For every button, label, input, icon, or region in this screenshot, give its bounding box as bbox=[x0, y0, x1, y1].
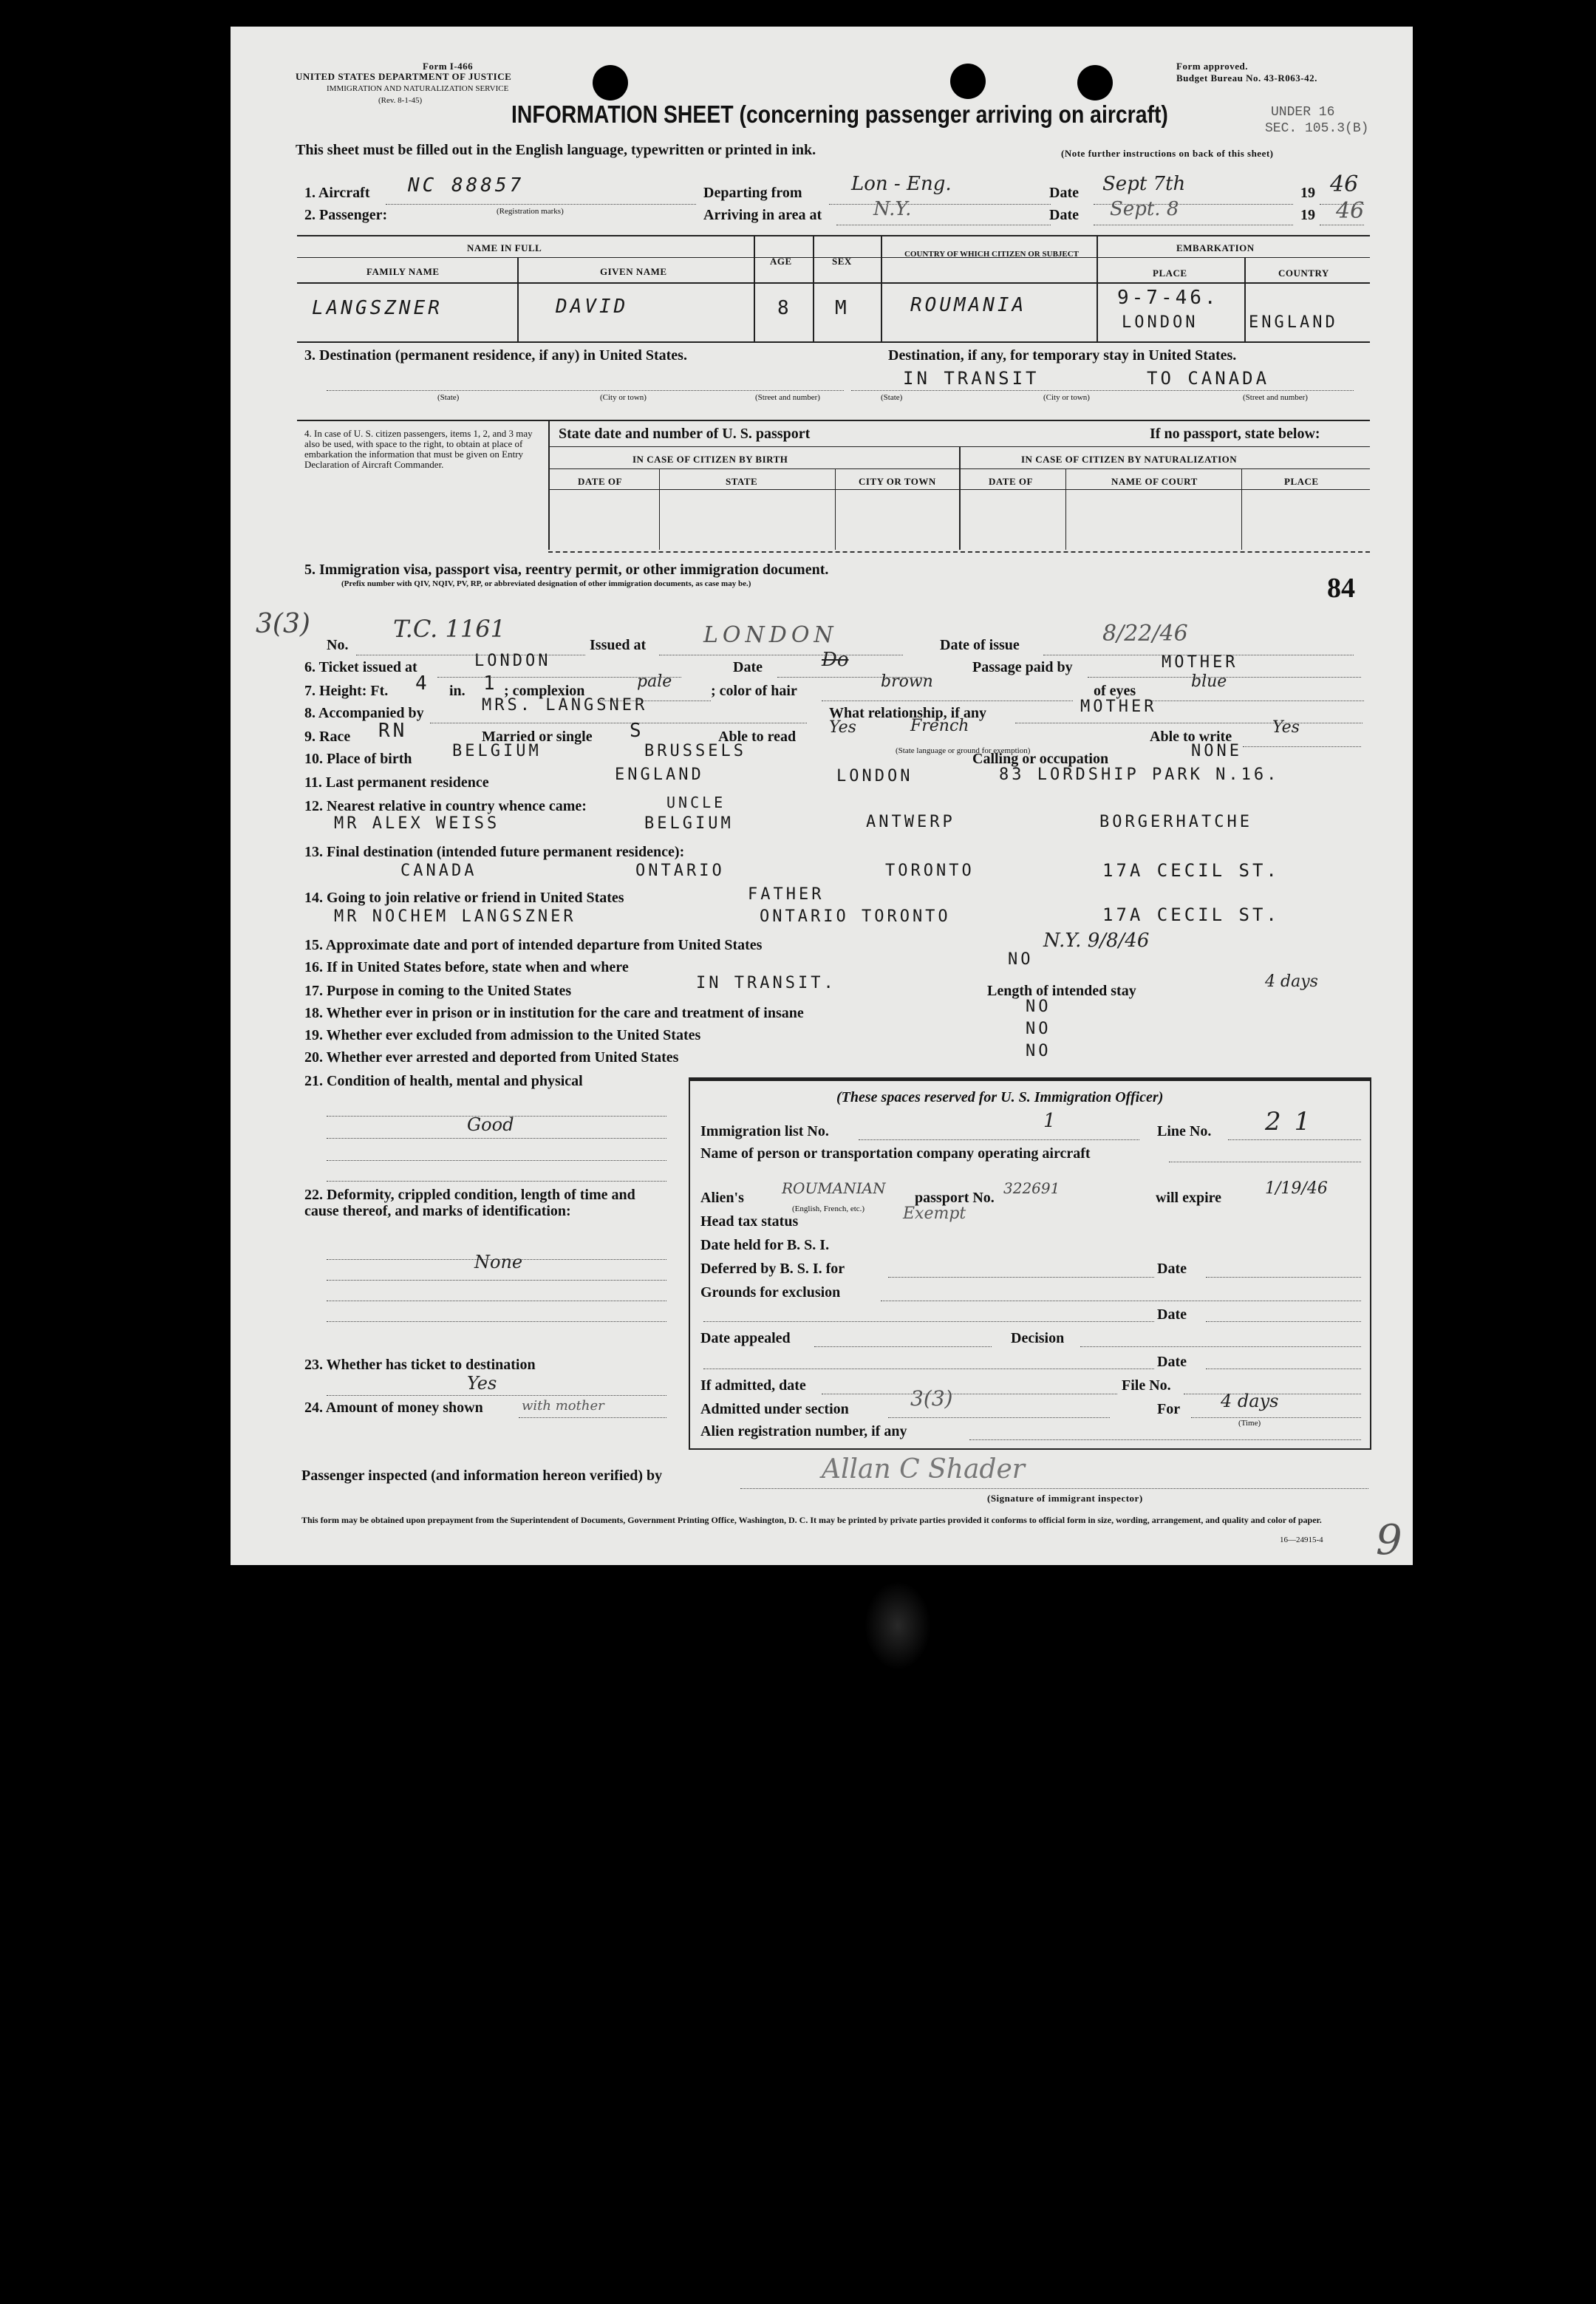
able-to-read-label: Able to read bbox=[718, 729, 797, 745]
service-name: IMMIGRATION AND NATURALIZATION SERVICE bbox=[327, 84, 509, 93]
temporary-destination-value-2: TO CANADA bbox=[1147, 368, 1270, 389]
given-name-value: DAVID bbox=[556, 296, 629, 318]
state-caption: (State) bbox=[881, 393, 903, 402]
hair-color-label: ; color of hair bbox=[711, 683, 797, 699]
nearest-relative-label: 12. Nearest relative in country whence came: bbox=[304, 798, 587, 814]
departure-date: Sept 7th bbox=[1102, 173, 1186, 195]
year-prefix: 19 bbox=[1300, 207, 1315, 223]
place-of-birth-label: 10. Place of birth bbox=[304, 751, 412, 767]
race-label: 9. Race bbox=[304, 729, 351, 745]
departing-value: Lon - Eng. bbox=[851, 173, 952, 195]
section-stamp: SEC. 105.3(B) bbox=[1265, 121, 1369, 136]
admitted-section-value: 3(3) bbox=[910, 1386, 953, 1411]
health-label: 21. Condition of health, mental and physical bbox=[304, 1073, 583, 1089]
revision-date: (Rev. 8-1-45) bbox=[378, 96, 423, 105]
file-number-label: File No. bbox=[1122, 1377, 1171, 1394]
height-inches-value: 1 bbox=[483, 672, 498, 695]
inspected-by-label: Passenger inspected (and information hereon verified) by bbox=[301, 1468, 663, 1484]
margin-note: 3(3) bbox=[256, 609, 310, 639]
passport-number-value: 322691 bbox=[1003, 1179, 1060, 1197]
street-caption: (Street and number) bbox=[1243, 393, 1308, 402]
line-number-label: Line No. bbox=[1157, 1123, 1212, 1139]
final-destination-state: ONTARIO bbox=[635, 862, 725, 880]
city-caption: (City or town) bbox=[1043, 393, 1090, 402]
last-residence-country: ENGLAND bbox=[615, 766, 704, 784]
sex-value: M bbox=[835, 297, 850, 319]
country2-header: COUNTRY bbox=[1278, 267, 1329, 279]
city-caption: (City or town) bbox=[600, 393, 647, 402]
able-to-write-label: Able to write bbox=[1150, 729, 1232, 745]
race-value: RN bbox=[378, 720, 408, 742]
decision-label: Decision bbox=[1011, 1330, 1065, 1346]
ticket-destination-label: 23. Whether has ticket to destination bbox=[304, 1357, 536, 1373]
birth-date-header: DATE OF bbox=[578, 476, 622, 487]
departure-year: 46 bbox=[1330, 171, 1359, 197]
deported-value: NO bbox=[1026, 1042, 1051, 1060]
departure-intent-label: 15. Approximate date and port of intended departure from United States bbox=[304, 937, 763, 953]
naturalization-date-header: DATE OF bbox=[989, 476, 1033, 487]
court-name-header: NAME OF COURT bbox=[1111, 476, 1198, 487]
date-label: Date bbox=[1049, 207, 1079, 223]
punch-hole bbox=[593, 65, 628, 100]
officer-box-title: (These spaces reserved for U. S. Immigration Officer) bbox=[836, 1089, 1164, 1105]
passage-paid-value: MOTHER bbox=[1162, 653, 1238, 672]
corner-mark: 9 bbox=[1376, 1516, 1402, 1564]
money-shown-value: with mother bbox=[522, 1398, 604, 1414]
citizenship-value: ROUMANIA bbox=[910, 294, 1027, 316]
place-header: PLACE bbox=[1153, 267, 1187, 279]
accompanied-by-label: 8. Accompanied by bbox=[304, 705, 424, 721]
passport-date-label: State date and number of U. S. passport bbox=[559, 426, 811, 442]
form-title: INFORMATION SHEET (concerning passenger arriving on aircraft) bbox=[511, 100, 1168, 128]
alien-label: Alien's bbox=[700, 1190, 744, 1206]
calling-value: NONE bbox=[1191, 742, 1242, 760]
arriving-label: Arriving in area at bbox=[703, 207, 822, 223]
length-of-stay-label: Length of intended stay bbox=[987, 983, 1136, 999]
no-passport-label: If no passport, state below: bbox=[1150, 426, 1320, 442]
ticket-date-label: Date bbox=[733, 659, 763, 675]
punch-hole bbox=[1077, 65, 1113, 100]
family-name-value: LANGSZNER bbox=[312, 297, 443, 319]
issued-at-value: LONDON bbox=[703, 622, 838, 648]
admitted-section-label: Admitted under section bbox=[700, 1401, 849, 1417]
final-destination-country: CANADA bbox=[400, 862, 477, 880]
excluded-value: NO bbox=[1026, 1020, 1051, 1038]
destination-label: 3. Destination (permanent residence, if any) in United States. bbox=[304, 347, 687, 364]
line-number-value: 21 bbox=[1265, 1107, 1324, 1136]
nearest-relative-city: ANTWERP bbox=[866, 813, 955, 831]
visa-number-value: T.C. 1161 bbox=[393, 615, 505, 643]
going-to-join-label: 14. Going to join relative or friend in United States bbox=[304, 890, 624, 906]
temporary-destination-label: Destination, if any, for temporary stay in United States. bbox=[888, 347, 1237, 364]
sex-header: SEX bbox=[832, 256, 852, 267]
date-of-issue-value: 8/22/46 bbox=[1102, 621, 1188, 647]
purpose-label: 17. Purpose in coming to the United States bbox=[304, 983, 572, 999]
for-value: 4 days bbox=[1221, 1391, 1279, 1411]
fine-print: This form may be obtained upon prepayment from the Superintendent of Documents, Government Printing Office, Washington, D. C. It may be printed by private parties provided it conforms to official form in size, wording, arrangement, and quality and color of paper. bbox=[301, 1515, 1322, 1525]
married-value: S bbox=[630, 720, 644, 742]
prison-label: 18. Whether ever in prison or in institution for the care and treatment of insane bbox=[304, 1005, 804, 1021]
decision-date-label: Date bbox=[1157, 1354, 1187, 1370]
calling-label: Calling or occupation bbox=[972, 751, 1109, 767]
prison-value: NO bbox=[1026, 998, 1051, 1016]
page-number: 84 bbox=[1327, 573, 1355, 604]
embarkation-country-value: ENGLAND bbox=[1249, 313, 1338, 332]
deferred-label: Deferred by B. S. I. for bbox=[700, 1261, 845, 1277]
purpose-value: IN TRANSIT. bbox=[696, 974, 836, 992]
final-destination-city: TORONTO bbox=[885, 862, 975, 880]
embarkation-place-value: LONDON bbox=[1122, 313, 1198, 332]
aircraft-value: NC 88857 bbox=[408, 174, 525, 197]
expire-label: will expire bbox=[1156, 1190, 1222, 1206]
information-sheet-form bbox=[231, 27, 1413, 1565]
nearest-relative-name: MR ALEX WEISS bbox=[334, 814, 500, 833]
issued-at-label: Issued at bbox=[590, 637, 647, 653]
ticket-destination-value: Yes bbox=[467, 1373, 497, 1394]
previous-visit-value: NO bbox=[1008, 950, 1034, 969]
birth-city-header: CITY OR TOWN bbox=[859, 476, 936, 487]
last-residence-city: LONDON bbox=[836, 767, 913, 785]
back-note: (Note further instructions on back of this sheet) bbox=[1061, 148, 1274, 159]
age-header: AGE bbox=[770, 256, 792, 267]
age-value: 8 bbox=[777, 297, 792, 319]
inches-label: in. bbox=[449, 683, 466, 699]
final-destination-street: 17A CECIL ST. bbox=[1102, 860, 1280, 881]
scan-light-glare bbox=[864, 1581, 931, 1670]
birth-country-value: BELGIUM bbox=[452, 742, 542, 760]
relationship-label: What relationship, if any bbox=[829, 705, 986, 721]
complexion-value: pale bbox=[637, 672, 672, 691]
length-of-stay-value: 4 days bbox=[1265, 972, 1318, 991]
going-to-join-name: MR NOCHEM LANGSZNER bbox=[334, 907, 576, 926]
admitted-date-label: If admitted, date bbox=[700, 1377, 806, 1394]
nearest-relative-relationship: UNCLE bbox=[666, 794, 726, 811]
head-tax-value: Exempt bbox=[903, 1204, 966, 1223]
language-caption: (State language or ground for exemption) bbox=[896, 746, 1031, 755]
immigration-list-label: Immigration list No. bbox=[700, 1123, 829, 1139]
country-header: COUNTRY OF WHICH CITIZEN OR SUBJECT bbox=[904, 250, 1080, 259]
able-to-write-value: Yes bbox=[1272, 718, 1300, 737]
departure-intent-value: N.Y. 9/8/46 bbox=[1043, 930, 1150, 952]
language-instruction: This sheet must be filled out in the English language, typewritten or printed in ink. bbox=[296, 142, 816, 158]
head-tax-label: Head tax status bbox=[700, 1213, 799, 1230]
departing-label: Departing from bbox=[703, 185, 802, 201]
arrival-date: Sept. 8 bbox=[1110, 198, 1179, 220]
visa-sub-caption: (Prefix number with QIV, NQIV, PV, RP, or abbreviated designation of other immigration documents, as case may be.) bbox=[341, 579, 751, 588]
last-residence-label: 11. Last permanent residence bbox=[304, 774, 489, 791]
family-name-header: FAMILY NAME bbox=[366, 266, 440, 277]
going-to-join-address: ONTARIO TORONTO bbox=[760, 907, 951, 926]
relationship-value: MOTHER bbox=[1080, 698, 1157, 716]
citizen-passenger-note: 4. In case of U. S. citizen passengers, items 1, 2, and 3 may also be used, with space to the right, to obtain at place of embarkation the information that must be given on Entry Declaration of Aircraft Commander. bbox=[304, 428, 533, 470]
visa-number-label: No. bbox=[327, 637, 349, 653]
height-label: 7. Height: Ft. bbox=[304, 683, 389, 699]
alien-language-caption: (English, French, etc.) bbox=[792, 1204, 865, 1213]
health-value: Good bbox=[467, 1114, 514, 1135]
embarkation-header: EMBARKATION bbox=[1176, 242, 1255, 253]
visa-label: 5. Immigration visa, passport visa, reentry permit, or other immigration document. bbox=[304, 562, 829, 578]
punch-hole bbox=[950, 64, 986, 99]
form-code: 16—24915-4 bbox=[1280, 1536, 1323, 1544]
able-to-read-value: Yes bbox=[829, 718, 856, 737]
date-appealed-label: Date appealed bbox=[700, 1330, 791, 1346]
deformity-label: 22. Deformity, crippled condition, length of time and cause thereof, and marks of identification: bbox=[304, 1187, 635, 1219]
for-label: For bbox=[1157, 1401, 1181, 1417]
nearest-relative-country: BELGIUM bbox=[644, 814, 734, 833]
deformity-value: None bbox=[474, 1252, 523, 1272]
previous-visit-label: 16. If in United States before, state when and where bbox=[304, 959, 629, 975]
registration-marks-caption: (Registration marks) bbox=[497, 207, 564, 216]
ticket-issued-value: LONDON bbox=[474, 652, 551, 670]
passage-paid-label: Passage paid by bbox=[972, 659, 1073, 675]
department-name: UNITED STATES DEPARTMENT OF JUSTICE bbox=[296, 71, 512, 82]
alien-registration-label: Alien registration number, if any bbox=[700, 1423, 907, 1439]
temporary-destination-value-1: IN TRANSIT bbox=[903, 368, 1040, 389]
deferred-date-label: Date bbox=[1157, 1261, 1187, 1277]
last-residence-street: 83 LORDSHIP PARK N.16. bbox=[999, 766, 1280, 784]
arriving-value: N.Y. bbox=[873, 198, 912, 220]
birth-state-header: STATE bbox=[726, 476, 758, 487]
date-of-issue-label: Date of issue bbox=[940, 637, 1020, 653]
budget-number: Budget Bureau No. 43-R063-42. bbox=[1176, 72, 1317, 83]
embarkation-date-value: 9-7-46. bbox=[1117, 287, 1219, 309]
passport-number-label: passport No. bbox=[915, 1190, 995, 1206]
height-feet-value: 4 bbox=[415, 672, 430, 695]
married-label: Married or single bbox=[482, 729, 593, 745]
passenger-label: 2. Passenger: bbox=[304, 207, 388, 223]
form-approved: Form approved. bbox=[1176, 61, 1249, 72]
final-destination-label: 13. Final destination (intended future permanent residence): bbox=[304, 844, 685, 860]
immigration-list-value: 1 bbox=[1043, 1110, 1056, 1132]
signature-caption: (Signature of immigrant inspector) bbox=[987, 1493, 1143, 1504]
ticket-date-value: Do bbox=[822, 649, 849, 671]
under-16-stamp: UNDER 16 bbox=[1271, 105, 1335, 120]
street-caption: (Street and number) bbox=[755, 393, 820, 402]
arrival-year: 46 bbox=[1336, 198, 1365, 224]
hair-color-value: brown bbox=[881, 672, 933, 691]
date-label: Date bbox=[1049, 185, 1079, 201]
naturalization-place-header: PLACE bbox=[1284, 476, 1319, 487]
money-shown-label: 24. Amount of money shown bbox=[304, 1400, 483, 1416]
alien-nationality-value: ROUMANIAN bbox=[782, 1179, 886, 1197]
inspector-signature: Allan C Shader bbox=[822, 1454, 1025, 1485]
eyes-label: of eyes bbox=[1094, 683, 1136, 699]
company-label: Name of person or transportation company operating aircraft bbox=[700, 1145, 1091, 1162]
date-held-label: Date held for B. S. I. bbox=[700, 1237, 830, 1253]
complexion-label: ; complexion bbox=[504, 683, 585, 699]
year-prefix: 19 bbox=[1300, 185, 1315, 201]
accompanied-by-value: MRS. LANGSNER bbox=[482, 696, 648, 715]
form-number: Form I-466 bbox=[423, 61, 474, 72]
going-to-join-street: 17A CECIL ST. bbox=[1102, 904, 1280, 925]
expire-value: 1/19/46 bbox=[1265, 1179, 1328, 1198]
grounds-label: Grounds for exclusion bbox=[700, 1284, 841, 1301]
going-to-join-relationship: FATHER bbox=[748, 885, 825, 904]
birth-city-value: BRUSSELS bbox=[644, 742, 746, 760]
citizen-by-birth-header: IN CASE OF CITIZEN BY BIRTH bbox=[632, 454, 788, 465]
aircraft-label: 1. Aircraft bbox=[304, 185, 370, 201]
citizen-by-naturalization-header: IN CASE OF CITIZEN BY NATURALIZATION bbox=[1021, 454, 1238, 465]
state-caption: (State) bbox=[437, 393, 460, 402]
time-caption: (Time) bbox=[1238, 1419, 1261, 1428]
eye-color-value: blue bbox=[1191, 672, 1227, 691]
language-value: French bbox=[910, 717, 969, 735]
grounds-date-label: Date bbox=[1157, 1306, 1187, 1323]
nearest-relative-street: BORGERHATCHE bbox=[1099, 813, 1252, 831]
given-name-header: GIVEN NAME bbox=[600, 266, 667, 277]
deported-label: 20. Whether ever arrested and deported from United States bbox=[304, 1049, 679, 1066]
name-in-full-header: NAME IN FULL bbox=[467, 242, 542, 253]
excluded-label: 19. Whether ever excluded from admission to the United States bbox=[304, 1027, 701, 1043]
ticket-issued-label: 6. Ticket issued at bbox=[304, 659, 417, 675]
